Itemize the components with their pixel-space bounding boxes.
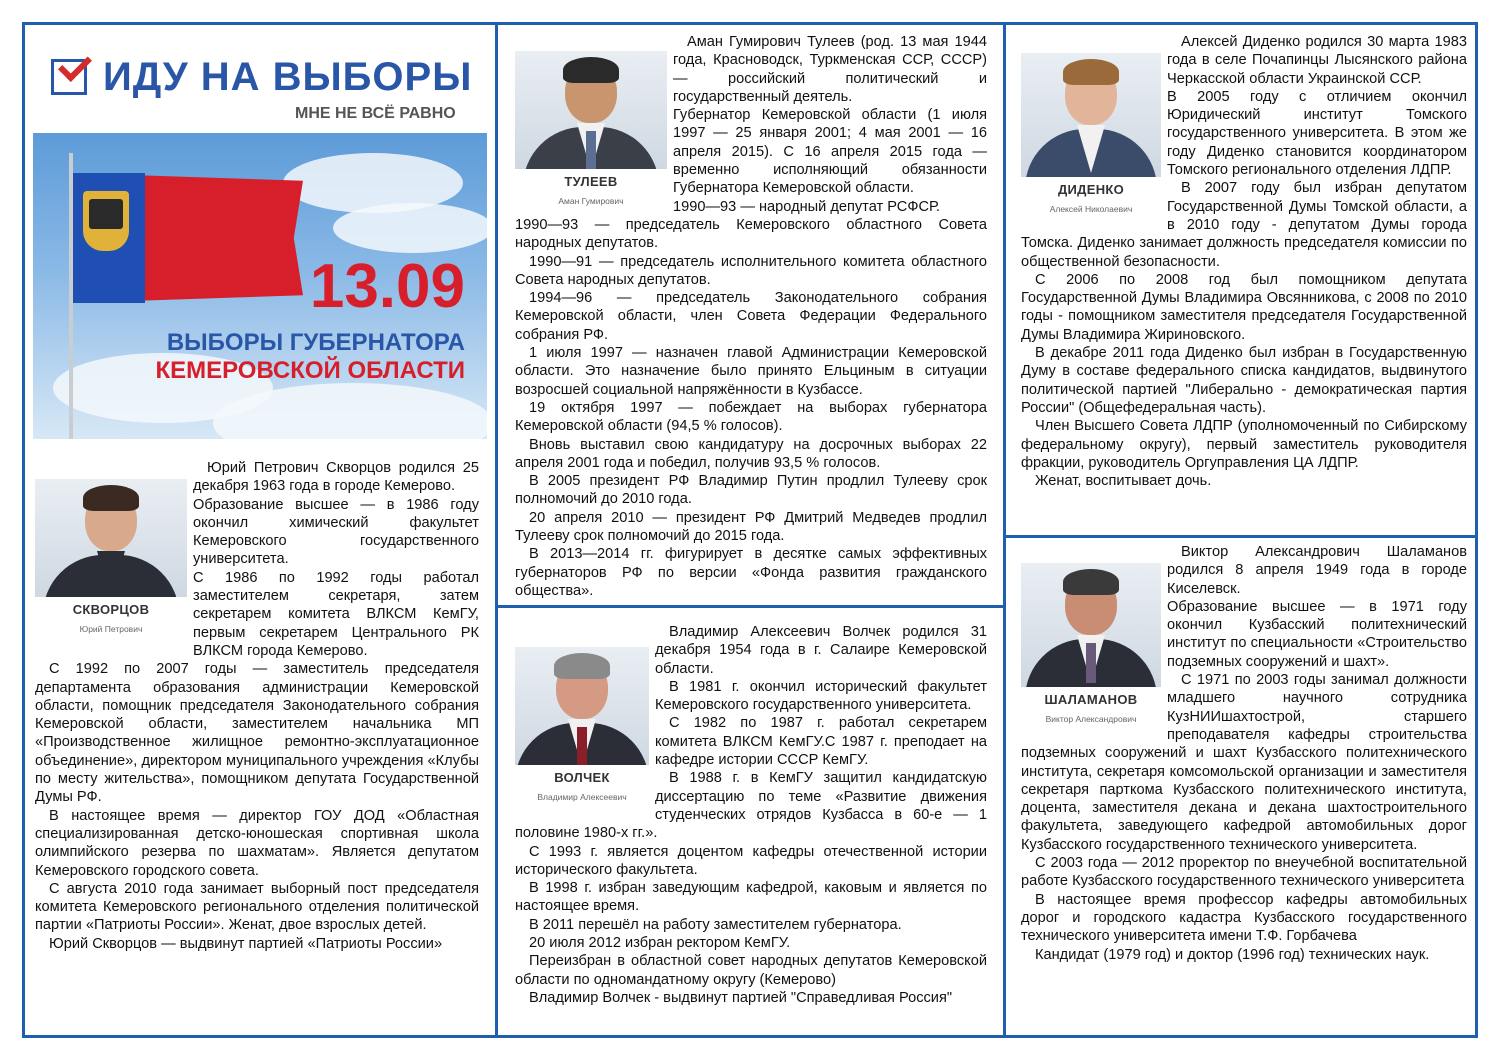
portrait-volchek	[515, 647, 649, 807]
bio-paragraph: В декабре 2011 года Диденко был избран в Государственную Думу в составе федерального списка кандидатов, выдвинутого политической партией "Либерально - демократическая партия России" (Общефедеральная часть).	[1021, 345, 1467, 416]
bio-paragraph: Юрий Петрович Скворцов родился 25 декабря 1963 года в городе Кемерово.	[193, 460, 479, 495]
bio-paragraph: Губернатор Кемеровской области (1 июля 1997 — 25 января 2001; 4 мая 2001 — 16 апреля 2015). С 16 апреля 2015 года — временно исполняющий обязанности Губернатора Кемеровской области.	[673, 107, 987, 197]
candidate-given-names: Алексей Николаевич	[1049, 204, 1133, 215]
election-poster	[33, 133, 487, 439]
portrait-shalamanov	[1021, 563, 1161, 729]
candidate-surname: ШАЛАМАНОВ	[1044, 692, 1138, 707]
bio-paragraph: В 2011 перешёл на работу заместителем губернатора.	[529, 916, 902, 933]
bio-paragraph: С 2006 по 2008 год был помощником депутата Государственной Думы Владимира Овсянникова, с 2008 по 2010 годы - помощником заместителя председателя Государственной Думы Владимира Жириновского.	[1021, 271, 1467, 343]
portrait-skvortsov	[35, 479, 187, 639]
bio-paragraph: 20 июля 2012 избран ректором КемГУ.	[529, 935, 791, 952]
bio-paragraph: Кандидат (1979 год) и доктор (1996 год) технических наук.	[1035, 946, 1430, 963]
bio-paragraph: В 2013—2014 гг. фигурирует в десятке самых эффективных губернаторов РФ по версии «Фонда развития гражданского общества».	[515, 546, 987, 599]
bio-paragraph: 20 апреля 2010 — президент РФ Дмитрий Медведев продлил Тулееву срок полномочий до 2015 года.	[515, 509, 987, 545]
checkbox-icon	[51, 59, 87, 95]
campaign-title: ИДУ НА ВЫБОРЫ	[103, 55, 473, 99]
bio-paragraph: 1 июля 1997 — назначен главой Администрации Кемеровской области. Это назначение было принято Ельциным в ситуации возросшей социальной напряжённости в Кузбассе.	[515, 345, 987, 398]
candidate-shalamanov	[1021, 543, 1467, 1037]
bio-paragraph: В 1981 г. окончил исторический факультет Кемеровского государственного университета.	[655, 678, 987, 714]
bio-paragraph: С 1986 по 1992 годы работал заместителем секретаря, затем секретарем комитета ВЛКСМ КемГУ, первым секретарем Центрального РК ВЛКСМ города Кемерово.	[193, 569, 479, 659]
bio-paragraph: Переизбран в областной совет народных депутатов Кемеровской области по одномандатному округу (Кемерово)	[515, 953, 987, 988]
photo-skvortsov	[35, 479, 187, 597]
bio-paragraph: Владимир Алексеевич Волчек родился 31 декабря 1954 года в г. Салаире Кемеровской области.	[655, 624, 987, 677]
bio-paragraph: Алексей Диденко родился 30 марта 1983 года в селе Почапинцы Лысянского района Черкасской области Украинской ССР.	[1167, 34, 1467, 87]
bio-paragraph: Женат, воспитывает дочь.	[1035, 473, 1212, 490]
divider-middle	[498, 605, 1003, 608]
candidate-tuleev	[515, 33, 987, 605]
bio-paragraph: 1994—96 — председатель Законодательного собрания Кемеровской области, член Совета Федерации Федерального собрания РФ.	[515, 290, 987, 343]
candidate-surname: ДИДЕНКО	[1057, 182, 1125, 197]
bio-paragraph: С 1982 по 1987 г. работал секретарем комитета ВЛКСМ КемГУ.С 1987 г. преподает на кафедре истории СССР КемГУ.	[655, 715, 987, 769]
bio-paragraph: С 1971 по 2003 годы занимал должности младшего научного сотрудника КузНИИшахтострой, старшего преподавателя кафедры строительства подземных сооружений и шахт Кузбасского политехнического института, секретаря комсомольской организации и заместителя секретаря парткома Кузбасского политехнического института, доцента, заместителя декана и декана шахтостроительного факультета, заведующего кафедрой автомобильных дорог Кузбасского государственного технического университета.	[1021, 672, 1467, 853]
bio-paragraph: С 2003 года — 2012 проректор по внеучебной воспитательной работе Кузбасского государственного технического университета	[1021, 855, 1467, 890]
bio-paragraph: Владимир Волчек - выдвинут партией "Справедливая Россия"	[529, 989, 953, 1006]
bio-paragraph: 1990—93 — председатель Кемеровского областного Совета народных депутатов.	[515, 216, 987, 252]
bio-paragraph: В настоящее время профессор кафедры автомобильных дорог и городского кадастра Кузбасского государственного технического университета имени Т.Ф. Горбачева	[1021, 891, 1467, 945]
candidate-skvortsov	[35, 459, 479, 953]
portrait-tuleev	[515, 51, 667, 211]
bio-paragraph: Юрий Скворцов — выдвинут партией «Патриоты России»	[49, 935, 443, 952]
candidate-given-names: Владимир Алексеевич	[537, 792, 627, 803]
photo-shalamanov	[1021, 563, 1161, 687]
bio-paragraph: В 1998 г. избран заведующим кафедрой, каковым и является по настоящее время.	[515, 880, 987, 915]
divider-left	[495, 25, 498, 1038]
campaign-subtitle: МНЕ НЕ ВСЁ РАВНО	[295, 105, 456, 122]
bio-paragraph: С 1992 по 2007 годы — заместитель председателя департамента образования администрации Кемеровской области, помощник председателя Законодательного собрания Кемеровской области, заместителем начальника МП «Производственное жилищное ремонтно-эксплуатационное объединение», директором муниципального учреждения «Клубы по месту жительства», помощником депутата Государственной Думы РФ.	[35, 661, 479, 806]
bio-paragraph: Член Высшего Совета ЛДПР (уполномоченный по Сибирскому федеральному округу), первый заместитель руководителя фракции, руководитель Оргуправления ЦА ЛДПР.	[1021, 418, 1467, 471]
left-column	[25, 25, 495, 1038]
bio-paragraph: С 1993 г. является доцентом кафедры отечественной истории исторического факультета.	[515, 843, 987, 878]
portrait-didenko	[1021, 53, 1161, 219]
election-line1: ВЫБОРЫ ГУБЕРНАТОРА	[166, 329, 465, 356]
divider-right-col	[1006, 535, 1478, 538]
bio-paragraph: В 2007 году был избран депутатом Государственной Думы Томской области, а в 2010 году - депутатом Думы города Томска. Диденко занимает должность председателя комиссии по общественной безопасности.	[1021, 180, 1467, 270]
election-date: 13.09	[309, 252, 465, 321]
candidate-surname: СКВОРЦОВ	[72, 602, 150, 617]
candidate-surname: ТУЛЕЕВ	[564, 174, 618, 189]
candidate-given-names: Виктор Александрович	[1045, 714, 1137, 725]
candidate-given-names: Юрий Петрович	[79, 624, 143, 635]
bio-paragraph: Образование высшее — в 1986 году окончил химический факультет Кемеровского государственного университета.	[193, 496, 479, 568]
bio-paragraph: В 2005 году с отличием окончил Юридический институт Томского государственного университета. В этом же году Диденко становится координатором Томского регионального отделения ЛДПР.	[1167, 88, 1467, 179]
photo-tuleev	[515, 51, 667, 169]
election-line2: КЕМЕРОВСКОЙ ОБЛАСТИ	[155, 357, 465, 384]
bio-paragraph: В 2005 президент РФ Владимир Путин продлил Тулееву срок полномочий до 2010 года.	[515, 473, 987, 508]
bio-paragraph: В настоящее время — директор ГОУ ДОД «Областная специализированная детско-юношеская спортивная школа олимпийского резерва по шахматам». Является депутатом Кемеровского городского совета.	[35, 807, 479, 879]
bio-paragraph: Вновь выставил свою кандидатуру на досрочных выборах 22 апреля 2001 года и победил, получив 93,5 % голосов.	[515, 436, 987, 471]
bio-paragraph: Виктор Александрович Шаламанов родился 8 апреля 1949 года в городе Киселевск.	[1167, 544, 1467, 597]
bio-paragraph: Образование высшее — в 1971 году окончил Кузбасский политехнический институт по специальности «Строительство подземных сооружений и шахт».	[1167, 598, 1467, 670]
candidate-volchek	[515, 623, 987, 1035]
candidate-surname: ВОЛЧЕК	[554, 770, 610, 785]
bio-paragraph: 1990—93 — народный депутат РСФСР.	[673, 198, 941, 215]
photo-didenko	[1021, 53, 1161, 177]
campaign-logo	[51, 55, 481, 99]
candidate-given-names: Аман Гумирович	[558, 196, 624, 207]
bio-paragraph: 19 октября 1997 — побеждает на выборах губернатора Кемеровской области (94,5 % голосов).	[515, 399, 987, 435]
bio-paragraph: С августа 2010 года занимает выборный пост председателя комитета Кемеровского регионального отделения политической партии «Патриоты России». Женат, двое взрослых детей.	[35, 880, 479, 934]
photo-volchek	[515, 647, 649, 765]
bio-paragraph: 1990—91 — председатель исполнительного комитета областного Совета народных депутатов.	[515, 253, 987, 288]
bio-paragraph: В 1988 г. в КемГУ защитил кандидатскую диссертацию по теме «Развитие движения студенческих отрядов Кузбасса в 60-е — 1 половине 1980-х гг.».	[515, 770, 987, 842]
candidate-didenko	[1021, 33, 1467, 533]
divider-right	[1003, 25, 1006, 1038]
bio-paragraph: Аман Гумирович Тулеев (род. 13 мая 1944 года, Красноводск, Туркменская ССР, СССР) — российский политический и государственный деятель.	[673, 34, 987, 105]
page-frame	[22, 22, 1478, 1038]
